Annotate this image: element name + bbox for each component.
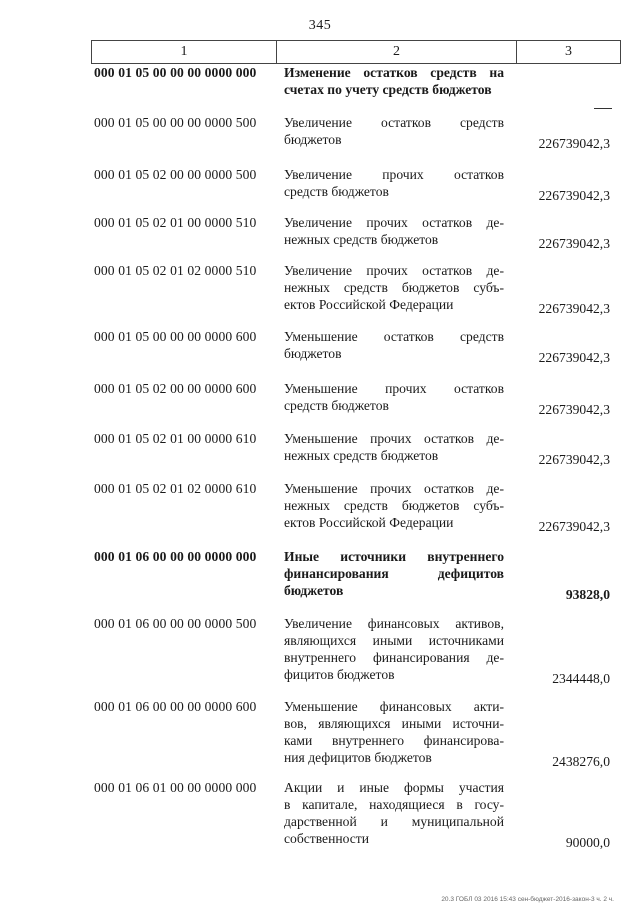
budget-code: 000 01 05 00 00 00 0000 500 [94, 115, 257, 130]
description-line: Уменьшение прочих остатков де- [284, 431, 504, 446]
amount-value: 226739042,3 [538, 452, 610, 467]
amount-value: 226739042,3 [538, 136, 610, 151]
budget-code: 000 01 05 02 01 00 0000 510 [94, 215, 257, 230]
row-description [284, 430, 504, 464]
row-description [284, 615, 504, 683]
amount-value: 226739042,3 [538, 301, 610, 316]
description-line: Увеличение прочих остатков [284, 167, 504, 182]
amount-dash [594, 108, 612, 109]
column-header-3: 3 [516, 41, 621, 63]
row-description [284, 480, 504, 531]
print-footer: 20.3 ГОБЛ 03 2016 15:43 сен-бюджет-2016-закон-3 ч. 2 ч. [441, 896, 614, 903]
budget-code: 000 01 05 02 01 00 0000 610 [94, 431, 257, 446]
description-line: средств бюджетов [284, 398, 389, 413]
description-line: фицитов бюджетов [284, 667, 395, 682]
description-line: Увеличение остатков средств [284, 115, 504, 130]
budget-code: 000 01 05 02 01 02 0000 510 [94, 263, 257, 278]
budget-code: 000 01 05 02 01 02 0000 610 [94, 481, 257, 496]
description-line: нежных средств бюджетов субъ- [284, 498, 504, 513]
description-line: Иные источники внутреннего [284, 549, 504, 564]
description-line: Акции и иные формы участия [284, 780, 504, 795]
row-description [284, 698, 504, 766]
budget-code: 000 01 05 00 00 00 0000 000 [94, 65, 257, 80]
description-line: финансирования дефицитов [284, 566, 504, 581]
column-header-1: 1 [91, 41, 276, 63]
description-line: ектов Российской Федерации [284, 297, 454, 312]
budget-code: 000 01 05 02 00 00 0000 500 [94, 167, 257, 182]
description-line: ектов Российской Федерации [284, 515, 454, 530]
row-description [284, 548, 504, 599]
description-line: внутреннего финансирования де- [284, 650, 504, 665]
column-header-row [91, 40, 621, 64]
description-line: Уменьшение финансовых акти- [284, 699, 504, 714]
budget-code: 000 01 06 00 00 00 0000 000 [94, 549, 257, 564]
budget-code: 000 01 06 01 00 00 0000 000 [94, 780, 257, 795]
budget-code: 000 01 05 02 00 00 0000 600 [94, 381, 257, 396]
column-header-2: 2 [276, 41, 516, 63]
row-description [284, 214, 504, 248]
description-line: Уменьшение прочих остатков [284, 381, 504, 396]
description-line: в капитале, находящиеся в госу- [284, 797, 504, 812]
amount-value: 93828,0 [565, 587, 610, 602]
description-line: нежных средств бюджетов субъ- [284, 280, 504, 295]
description-line: ния дефицитов бюджетов [284, 750, 432, 765]
description-line: Уменьшение прочих остатков де- [284, 481, 504, 496]
description-line: являющихся иными источниками [284, 633, 504, 648]
description-line: бюджетов [284, 346, 342, 361]
description-line: собственности [284, 831, 370, 846]
budget-code: 000 01 06 00 00 00 0000 600 [94, 699, 257, 714]
row-description [284, 64, 504, 98]
description-line: вов, являющихся иными источни- [284, 716, 504, 731]
description-line: средств бюджетов [284, 184, 389, 199]
row-description [284, 779, 504, 847]
row-description [284, 262, 504, 313]
budget-code: 000 01 06 00 00 00 0000 500 [94, 616, 257, 631]
description-line: нежных средств бюджетов [284, 232, 439, 247]
description-line: Увеличение прочих остатков де- [284, 263, 504, 278]
amount-value: 226739042,3 [538, 519, 610, 534]
amount-value: 90000,0 [565, 835, 610, 850]
row-description [284, 380, 504, 414]
description-line: Увеличение прочих остатков де- [284, 215, 504, 230]
amount-value: 226739042,3 [538, 350, 610, 365]
row-description [284, 166, 504, 200]
description-line: бюджетов [284, 132, 342, 147]
amount-value: 2344448,0 [552, 671, 610, 686]
page-number: 345 [308, 18, 332, 33]
row-description [284, 114, 504, 148]
description-line: счетах по учету средств бюджетов [284, 82, 492, 97]
budget-code: 000 01 05 00 00 00 0000 600 [94, 329, 257, 344]
description-line: Изменение остатков средств на [284, 65, 504, 80]
amount-value: 2438276,0 [552, 754, 610, 769]
description-line: бюджетов [284, 583, 344, 598]
description-line: ками внутреннего финансирова- [284, 733, 504, 748]
amount-value: 226739042,3 [538, 188, 610, 203]
description-line: дарственной и муниципальной [284, 814, 504, 829]
row-description [284, 328, 504, 362]
description-line: Увеличение финансовых активов, [284, 616, 504, 631]
amount-value: 226739042,3 [538, 402, 610, 417]
amount-value: 226739042,3 [538, 236, 610, 251]
description-line: Уменьшение остатков средств [284, 329, 504, 344]
description-line: нежных средств бюджетов [284, 448, 439, 463]
